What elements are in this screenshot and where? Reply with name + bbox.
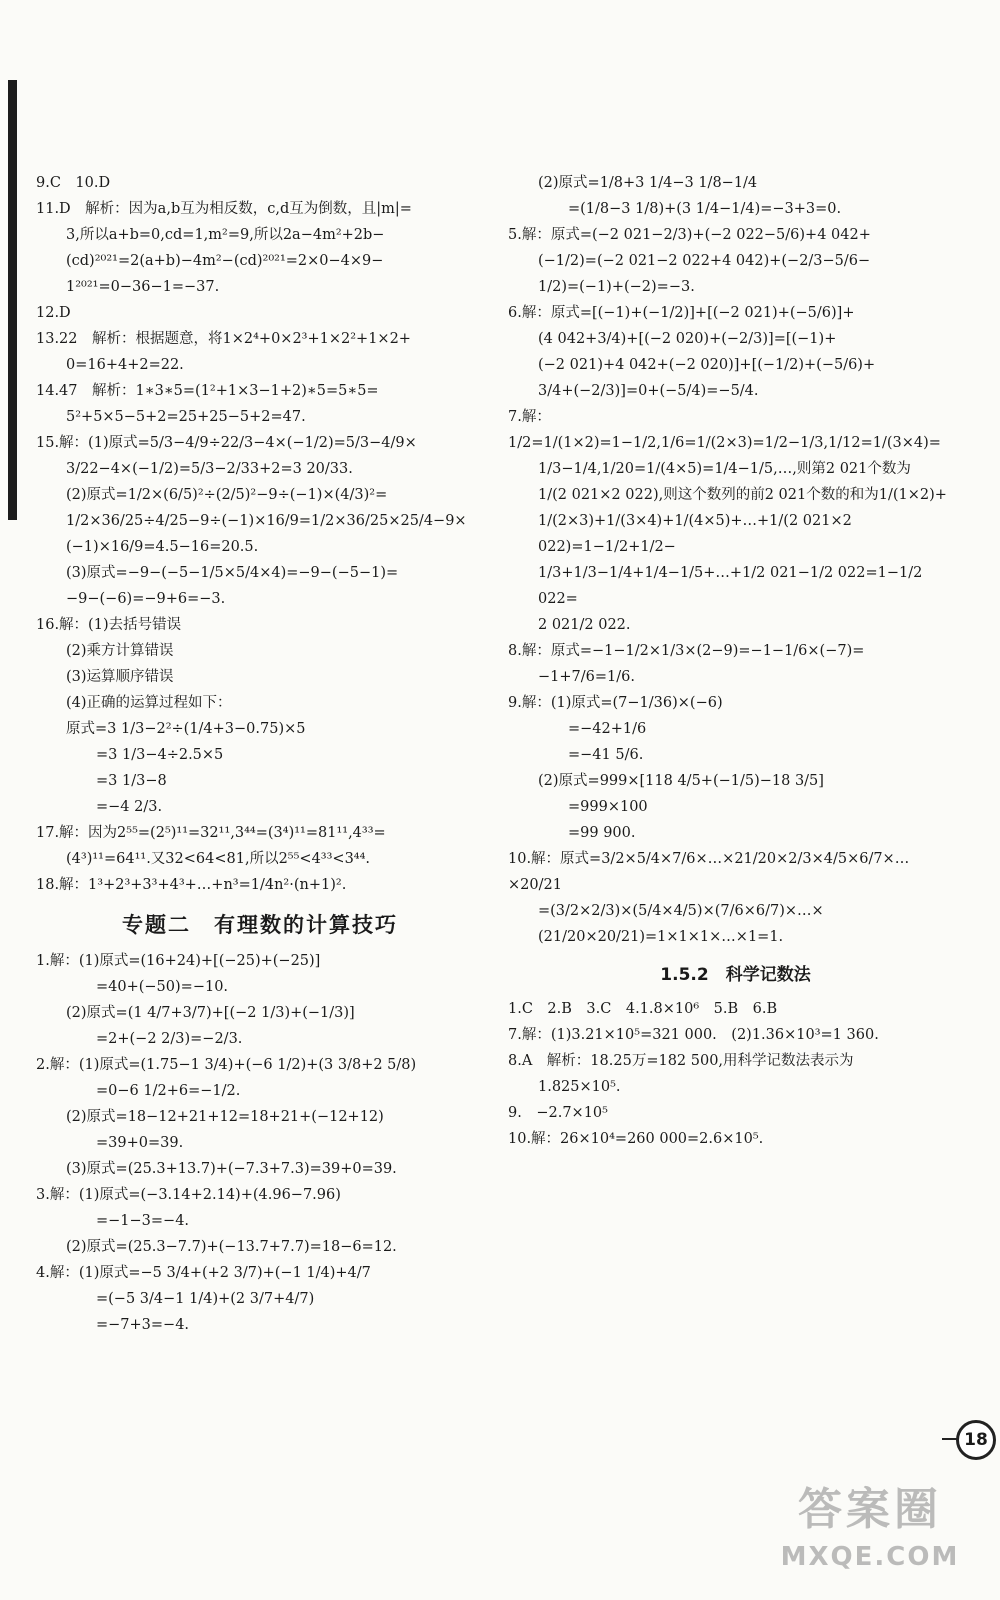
answer-line: 11.D 解析：因为a,b互为相反数，c,d互为倒数，且|m|= (36, 201, 412, 217)
binding-spine (8, 80, 17, 520)
answer-line: 3/4+(−2/3)]=0+(−5/4)=−5/4. (538, 383, 759, 399)
answer-line: 1/3+1/3−1/4+1/4−1/5+…+1/2 021−1/2 022=1−1/2 022= (538, 565, 927, 607)
answer-line: =999×100 (568, 799, 648, 815)
answer-line: 2 021/2 022. (538, 617, 631, 633)
answer-line: 18.解：1³+2³+3³+4³+…+n³=1/4n²·(n+1)². (36, 877, 347, 893)
answer-line: =3 1/3−8 (96, 773, 167, 789)
answer-line: 1/3−1/4,1/20=1/(4×5)=1/4−1/5,…,则第2 021个数为 (538, 461, 911, 477)
answer-line: =3 1/3−4÷2.5×5 (96, 747, 224, 763)
right-column (508, 170, 963, 1152)
answer-line: (4)正确的运算过程如下： (66, 695, 232, 711)
answer-line: 7.解：1/2=1/(1×2)=1−1/2,1/6=1/(2×3)=1/2−1/3,1/12=1/(3×4)= (508, 409, 941, 451)
answer-line: (21/20×20/21)=1×1×1×…×1=1. (538, 929, 784, 945)
answer-line: 1/2)=(−1)+(−2)=−3. (538, 279, 695, 295)
answer-line: 1²⁰²¹=0−36−1=−37. (66, 279, 220, 295)
answer-line: 3/22−4×(−1/2)=5/3−2/33+2=3 20/33. (66, 461, 353, 477)
answer-line: =39+0=39. (96, 1135, 184, 1151)
answer-line: 5.解：原式=(−2 021−2/3)+(−2 022−5/6)+4 042+ (508, 227, 871, 243)
answer-line: 9. −2.7×10⁵ (508, 1105, 608, 1121)
page-number: 18 (956, 1420, 996, 1460)
answer-line: 0=16+4+2=22. (66, 357, 184, 373)
answer-line: 7.解：(1)3.21×10⁵=321 000. (2)1.36×10³=1 360. (508, 1027, 879, 1043)
answer-line: =40+(−50)=−10. (96, 979, 229, 995)
answer-line: (2)原式=(25.3−7.7)+(−13.7+7.7)=18−6=12. (66, 1239, 397, 1255)
answer-line: 15.解：(1)原式=5/3−4/9÷22/3−4×(−1/2)=5/3−4/9× (36, 435, 417, 451)
answer-line: =−4 2/3. (96, 799, 163, 815)
answer-line: 12.D (36, 305, 71, 321)
answer-line: (−1)×16/9=4.5−16=20.5. (66, 539, 259, 555)
answer-line: 1.825×10⁵. (538, 1079, 621, 1095)
answer-line: =(3/2×2/3)×(5/4×4/5)×(7/6×6/7)×…× (538, 903, 824, 919)
left-column (36, 170, 484, 1338)
answer-line: (2)原式=1/2×(6/5)²÷(2/5)²−9÷(−1)×(4/3)²= (66, 487, 388, 503)
answer-line: (cd)²⁰²¹=2(a+b)−4m²−(cd)²⁰²¹=2×0−4×9− (66, 253, 384, 269)
answer-line: 10.解：原式=3/2×5/4×7/6×…×21/20×2/3×4/5×6/7×…×20/21 (508, 851, 910, 893)
answer-line: 9.解：(1)原式=(7−1/36)×(−6) (508, 695, 723, 711)
answer-line: 1/(2×3)+1/(3×4)+1/(4×5)+…+1/(2 021×2 022)=1−1/2+1/2− (538, 513, 857, 555)
answer-line: =−1−3=−4. (96, 1213, 190, 1229)
answer-line: =(−5 3/4−1 1/4)+(2 3/7+4/7) (96, 1291, 315, 1307)
answer-line: 5²+5×5−5+2=25+25−5+2=47. (66, 409, 306, 425)
answer-line: 3.解：(1)原式=(−3.14+2.14)+(4.96−7.96) (36, 1187, 341, 1203)
answer-line: 1/2×36/25÷4/25−9÷(−1)×16/9=1/2×36/25×25/4−9× (66, 513, 467, 529)
answer-line: 原式=3 1/3−2²÷(1/4+3−0.75)×5 (66, 721, 306, 737)
answer-line: (3)原式=−9−(−5−1/5×5/4×4)=−9−(−5−1)= (66, 565, 399, 581)
answer-line: =−41 5/6. (568, 747, 644, 763)
answer-line: (−2 021)+4 042+(−2 020)]+[(−1/2)+(−5/6)+ (538, 357, 876, 373)
answer-line: 3,所以a+b=0,cd=1,m²=9,所以2a−4m²+2b− (66, 227, 385, 243)
answer-line: =0−6 1/2+6=−1/2. (96, 1083, 241, 1099)
answer-line: (3)运算顺序错误 (66, 669, 174, 685)
answer-line: (2)原式=999×[118 4/5+(−1/5)−18 3/5] (538, 773, 824, 789)
answer-line: 2.解：(1)原式=(1.75−1 3/4)+(−6 1/2)+(3 3/8+2 5/8) (36, 1057, 417, 1073)
section-heading: 专题二 有理数的计算技巧 (122, 913, 398, 937)
answer-line: =99 900. (568, 825, 636, 841)
answer-line: =(1/8−3 1/8)+(3 1/4−1/4)=−3+3=0. (568, 201, 842, 217)
answer-line: (4³)¹¹=64¹¹.又32<64<81,所以2⁵⁵<4³³<3⁴⁴. (66, 851, 371, 867)
subsection-heading: 1.5.2 科学记数法 (660, 965, 811, 985)
answer-line: =−7+3=−4. (96, 1317, 190, 1333)
answer-line: 4.解：(1)原式=−5 3/4+(+2 3/7)+(−1 1/4)+4/7 (36, 1265, 371, 1281)
answer-line: (2)乘方计算错误 (66, 643, 174, 659)
answer-line: 1.C 2.B 3.C 4.1.8×10⁶ 5.B 6.B (508, 1001, 778, 1017)
answer-line: 10.解：26×10⁴=260 000=2.6×10⁵. (508, 1131, 764, 1147)
answer-line: (−1/2)=(−2 021−2 022+4 042)+(−2/3−5/6− (538, 253, 871, 269)
answer-line: =−42+1/6 (568, 721, 647, 737)
answer-line: 14.47 解析：1∗3∗5=(1²+1×3−1+2)∗5=5∗5= (36, 383, 379, 399)
answer-line: 17.解：因为2⁵⁵=(2⁵)¹¹=32¹¹,3⁴⁴=(3⁴)¹¹=81¹¹,4³³= (36, 825, 386, 841)
answer-line: 6.解：原式=[(−1)+(−1/2)]+[(−2 021)+(−5/6)]+ (508, 305, 855, 321)
answer-line: 8.解：原式=−1−1/2×1/3×(2−9)=−1−1/6×(−7)= (508, 643, 865, 659)
answer-line: 13.22 解析：根据题意，将1×2⁴+0×2³+1×2²+1×2+ (36, 331, 411, 347)
answer-line: (2)原式=18−12+21+12=18+21+(−12+12) (66, 1109, 384, 1125)
answer-line: −1+7/6=1/6. (538, 669, 635, 685)
answer-line: −9−(−6)=−9+6=−3. (66, 591, 226, 607)
answer-line: (2)原式=1/8+3 1/4−3 1/8−1/4 (538, 175, 758, 191)
answer-line: (4 042+3/4)+[(−2 020)+(−2/3)]=[(−1)+ (538, 331, 837, 347)
answer-line: 1.解：(1)原式=(16+24)+[(−25)+(−25)] (36, 953, 321, 969)
answer-line: (2)原式=(1 4/7+3/7)+[(−2 1/3)+(−1/3)] (66, 1005, 355, 1021)
answer-line: 16.解：(1)去括号错误 (36, 617, 182, 633)
answer-line: =2+(−2 2/3)=−2/3. (96, 1031, 243, 1047)
watermark-logo: 答案圈 MXQE.COM (780, 1484, 960, 1572)
answer-line: (3)原式=(25.3+13.7)+(−7.3+7.3)=39+0=39. (66, 1161, 397, 1177)
answer-line: 9.C 10.D (36, 175, 111, 191)
answer-line: 8.A 解析：18.25万=182 500,用科学记数法表示为 (508, 1053, 854, 1069)
answer-line: 1/(2 021×2 022),则这个数列的前2 021个数的和为1/(1×2)+ (538, 487, 947, 503)
